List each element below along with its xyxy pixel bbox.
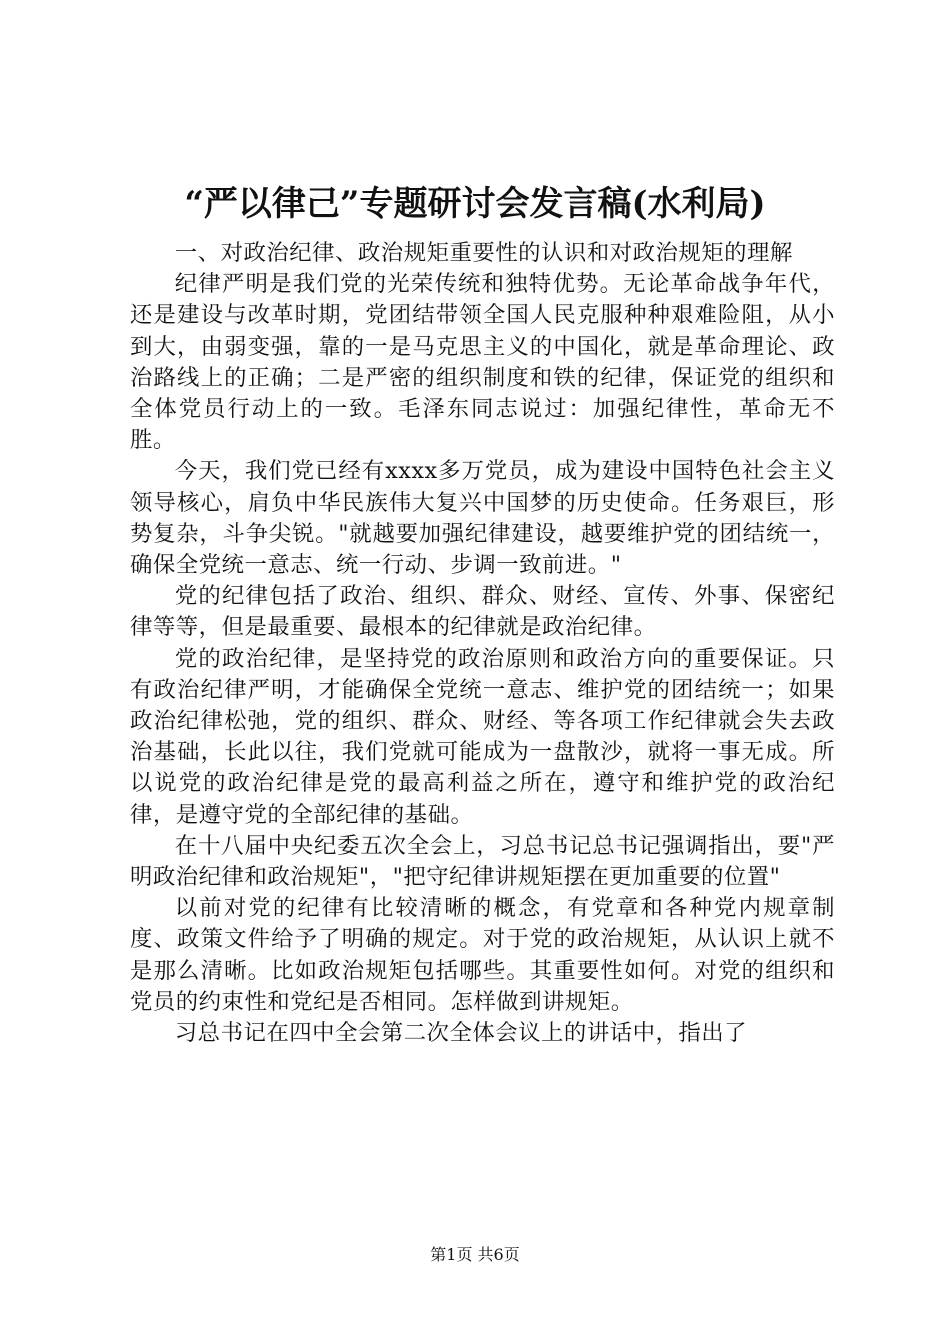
paragraph: 纪律严明是我们党的光荣传统和独特优势。无论革命战争年代，还是建设与改革时期，党团结带领全国人民克服种种艰难险阻，从小到大，由弱变强，靠的一是马克思主义的中国化，就是革命理论、政治路线上的正确；二是严密的组织制度和铁的纪律，保证党的组织和全体党员行动上的一致。毛泽东同志说过：加强纪律性，革命无不胜。 bbox=[130, 271, 835, 454]
document-title: “严以律己”专题研讨会发言稿(水利局) bbox=[184, 184, 766, 224]
paragraph: 今天，我们党已经有xxxx多万党员，成为建设中国特色社会主义领导核心，肩负中华民族伟大复兴中国梦的历史使命。任务艰巨，形势复杂，斗争尖锐。"就越要加强纪律建设，越要维护党的团结统一，确保全党统一意志、统一行动、步调一致前进。" bbox=[130, 458, 835, 579]
document-body bbox=[130, 238, 835, 1049]
paragraph: 在十八届中央纪委五次全会上，习总书记总书记强调指出，要"严明政治纪律和政治规矩"，"把守纪律讲规矩摆在更加重要的位置" bbox=[130, 832, 835, 891]
paragraph: 以前对党的纪律有比较清晰的概念，有党章和各种党内规章制度、政策文件给予了明确的规定。对于党的政治规矩，从认识上就不是那么清晰。比如政治规矩包括哪些。其重要性如何。对党的组织和党员的约束性和党纪是否相同。怎样做到讲规矩。 bbox=[130, 895, 835, 1015]
paragraph: 习总书记在四中全会第二次全体会议上的讲话中，指出了 bbox=[174, 1020, 748, 1047]
paragraph: 党的政治纪律，是坚持党的政治原则和政治方向的重要保证。只有政治纪律严明，才能确保全党统一意志、维护党的团结统一；如果政治纪律松弛，党的组织、群众、财经、等各项工作纪律就会失去政治基础，长此以往，我们党就可能成为一盘散沙，就将一事无成。所以说党的政治纪律是党的最高利益之所在，遵守和维护党的政治纪律，是遵守党的全部纪律的基础。 bbox=[130, 645, 835, 828]
paragraph: 一、对政治纪律、政治规矩重要性的认识和对政治规矩的理解 bbox=[174, 240, 793, 266]
page-footer: 第1页 共6页 bbox=[430, 1245, 520, 1264]
paragraph: 党的纪律包括了政治、组织、群众、财经、宣传、外事、保密纪律等等，但是最重要、最根本的纪律就是政治纪律。 bbox=[130, 583, 835, 641]
